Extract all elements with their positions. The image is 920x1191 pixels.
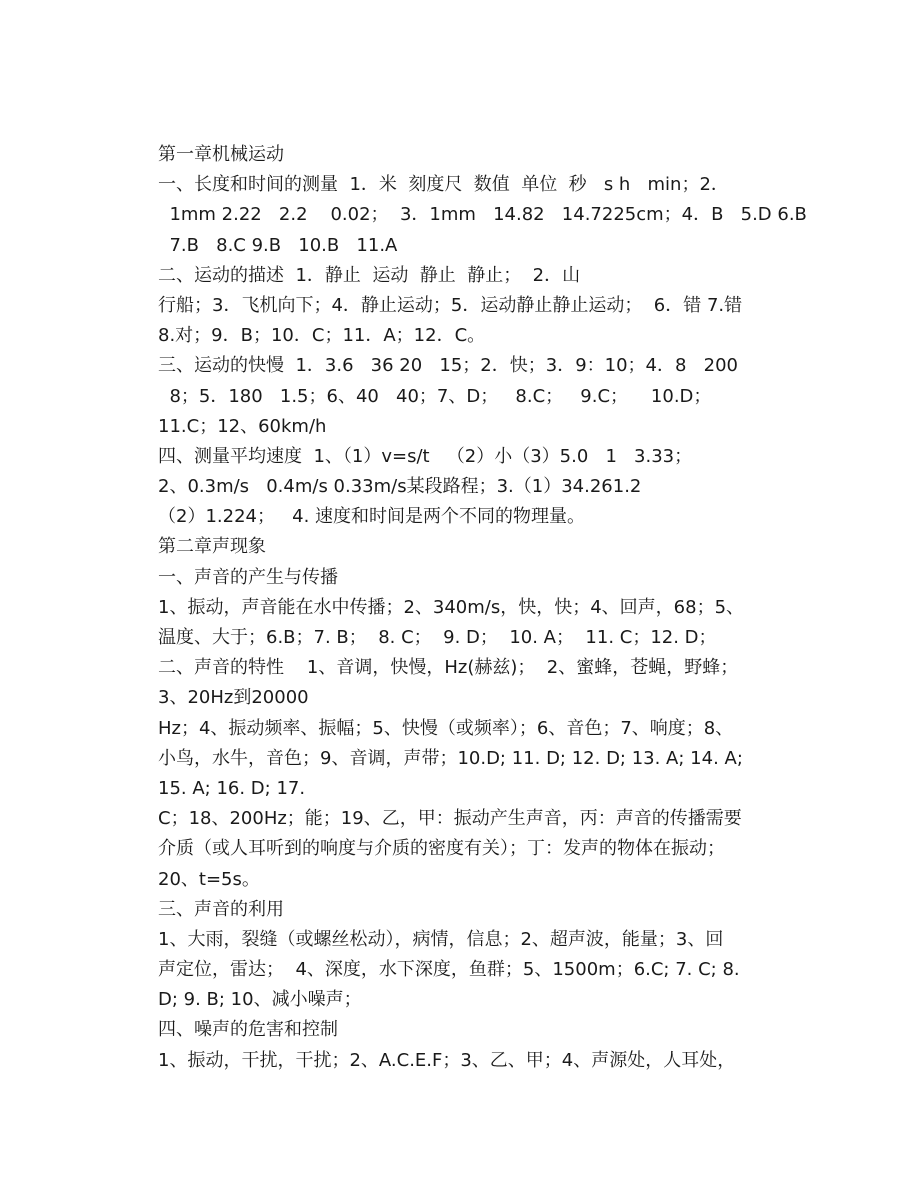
text-line: 三、运动的快慢 1．3.6 36 20 15；2．快；3．9：10；4．8 200 — [158, 355, 738, 377]
text-line: 1、振动，干扰，干扰；2、A.C.E.F；3、乙、甲；4、声源处，人耳处， — [158, 1049, 736, 1071]
section-heading: 三、声音的利用 — [158, 898, 284, 920]
section-heading: 一、声音的产生与传播 — [158, 566, 338, 588]
text-line: 一、长度和时间的测量 1．米 刻度尺 数值 单位 秒 s h min；2． — [158, 174, 729, 196]
text-line: Hz；4、振动频率、振幅；5、快慢（或频率）；6、音色；7、响度；8、 — [158, 717, 734, 739]
document-body — [158, 140, 807, 1076]
text-line: 8；5．180 1.5；6、40 40；7、D； 8.C； 9.C； 10.D； — [158, 385, 712, 407]
chapter-heading: 第一章机械运动 — [158, 144, 284, 165]
text-line: 8.对；9．B；10．C；11．A；12．C。 — [158, 325, 486, 347]
text-line: 1mm 2.22 2.2 0.02； 3．1mm 14.82 14.7225cm；4．B 5.D 6.B — [158, 204, 807, 226]
text-line: 声定位，雷达； 4、深度，水下深度，鱼群；5、1500m；6.C; 7. C; 8. — [158, 959, 740, 981]
text-line: 11.C；12、60km/h — [158, 415, 327, 437]
section-heading: 四、噪声的危害和控制 — [158, 1019, 338, 1041]
text-line: 1、振动，声音能在水中传播；2、340m/s，快，快；4、回声，68；5、 — [158, 596, 745, 618]
text-line: 1、大雨，裂缝（或螺丝松动），病情，信息；2、超声波，能量；3、回 — [158, 928, 724, 950]
text-line: 温度、大于；6.B；7. B； 8. C； 9. D； 10. A； 11. C；12. D； — [158, 627, 717, 648]
text-line: 20、t=5s。 — [158, 868, 260, 890]
text-line: 四、测量平均速度 1、（1）v=s/t （2）小（3）5.0 1 3.33； — [158, 445, 693, 467]
chapter-heading: 第二章声现象 — [158, 536, 266, 558]
text-line: D; 9. B; 10、减小噪声； — [158, 989, 362, 1011]
text-line: 行船；3．飞机向下；4．静止运动；5．运动静止静止运动； 6．错 7.错 — [158, 294, 743, 316]
text-line: 15. A; 16. D; 17. — [158, 777, 306, 799]
text-line: 二、声音的特性 1、音调，快慢，Hz(赫兹)； 2、蜜蜂，苍蝇，野蜂； — [158, 657, 739, 679]
text-line: 介质（或人耳听到的响度与介质的密度有关）；丁：发声的物体在振动； — [158, 838, 725, 860]
text-line: 小鸟，水牛，音色；9、音调，声带；10.D; 11. D; 12. D; 13. A; 14. A; — [158, 747, 743, 769]
text-line: 3、20Hz到20000 — [158, 687, 309, 709]
text-line: 二、运动的描述 1．静止 运动 静止 静止； 2．山 — [158, 264, 581, 286]
text-line: （2）1.224； 4. 速度和时间是两个不同的物理量。 — [158, 506, 586, 528]
text-line: C；18、200Hz；能；19、乙，甲：振动产生声音，丙：声音的传播需要 — [158, 808, 742, 830]
text-line: 7.B 8.C 9.B 10.B 11.A — [158, 234, 398, 256]
text-line: 2、0.3m/s 0.4m/s 0.33m/s某段路程；3.（1）34.261.2 — [158, 476, 642, 498]
